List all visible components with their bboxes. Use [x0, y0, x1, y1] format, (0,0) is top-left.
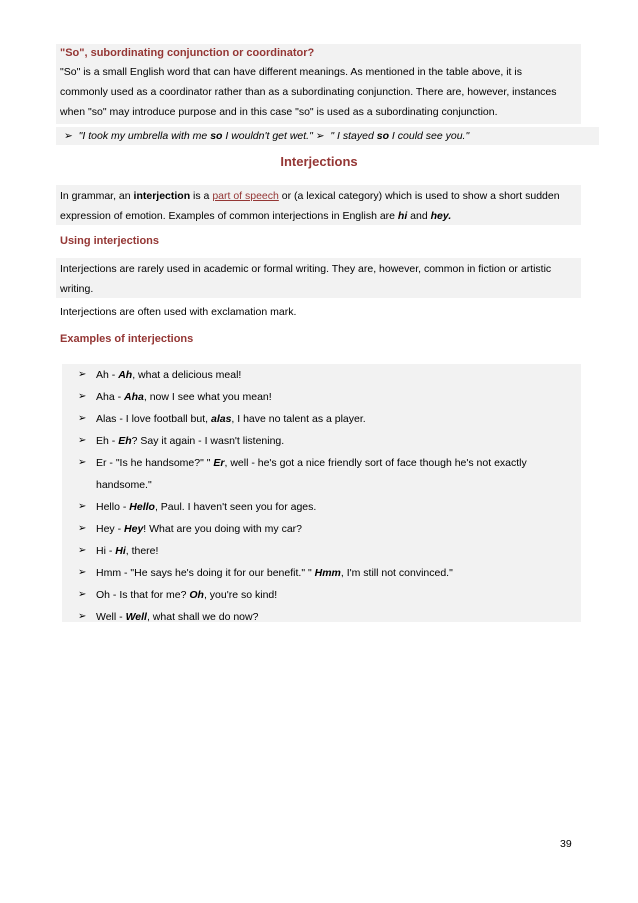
list-item: ➢ Hi - Hi, there! — [78, 540, 581, 562]
so-example-2: " I stayed so I could see you." — [330, 130, 470, 142]
using-line-1: Interjections are rarely used in academic or formal writing. They are, however, common in fiction or artistic — [60, 263, 552, 275]
arrow-bullet-icon: ➢ — [78, 523, 87, 534]
so-para-line-2: commonly used as a coordinator rather than as a subordinating conjunction. There are, however, instances — [60, 86, 557, 98]
arrow-bullet-icon: ➢ — [78, 391, 87, 402]
examples-heading: Examples of interjections — [60, 333, 194, 345]
so-section-heading: "So", subordinating conjunction or coordinator? — [60, 47, 315, 59]
list-item: ➢ Alas - I love football but, alas, I have no talent as a player. — [78, 408, 581, 430]
intro-line-1: In grammar, an interjection is a part of speech or (a lexical category) which is used to show a short sudden — [60, 190, 560, 202]
page-number: 39 — [560, 838, 572, 850]
intro-line-2: expression of emotion. Examples of common interjections in English are hi and hey. — [60, 210, 452, 222]
so-section-paragraph — [60, 62, 585, 122]
arrow-bullet-icon: ➢ — [78, 611, 87, 622]
part-of-speech-link[interactable]: part of speech — [212, 190, 279, 202]
arrow-bullet-icon: ➢ — [78, 369, 87, 380]
using-paragraph — [60, 259, 585, 299]
list-item: ➢ Oh - Is that for me? Oh, you're so kind! — [78, 584, 581, 606]
list-item: ➢ Hello - Hello, Paul. I haven't seen you for ages. — [78, 496, 581, 518]
list-item: ➢ Ah - Ah, what a delicious meal! — [78, 364, 581, 386]
arrow-bullet-icon: ➢ — [315, 130, 325, 142]
page-title: Interjections — [280, 154, 358, 169]
arrow-bullet-icon: ➢ — [78, 589, 87, 600]
list-item: ➢ Aha - Aha, now I see what you mean! — [78, 386, 581, 408]
list-item: ➢ Hey - Hey! What are you doing with my car? — [78, 518, 581, 540]
so-para-line-3: when "so" may introduce purpose and in this case "so" is used as a subordinating conjunction. — [60, 106, 498, 118]
arrow-bullet-icon: ➢ — [78, 435, 87, 446]
arrow-bullet-icon: ➢ — [78, 567, 87, 578]
arrow-bullet-icon: ➢ — [78, 501, 87, 512]
list-item: ➢ Hmm - "He says he's doing it for our benefit." " Hmm, I'm still not convinced." — [78, 562, 581, 584]
arrow-bullet-icon: ➢ — [64, 130, 73, 142]
arrow-bullet-icon: ➢ — [78, 413, 87, 424]
using-line-2: writing. — [60, 283, 94, 295]
so-examples-row — [64, 128, 469, 144]
list-item: ➢ Er - "Is he handsome?" " Er, well - he's got a nice friendly sort of face though he's not exactly — [78, 452, 581, 474]
using-line-3: Interjections are often used with exclamation mark. — [60, 306, 297, 318]
arrow-bullet-icon: ➢ — [78, 457, 87, 468]
examples-list — [78, 364, 581, 628]
using-heading: Using interjections — [60, 235, 160, 247]
list-item: ➢ Eh - Eh? Say it again - I wasn't listening. — [78, 430, 581, 452]
list-item: ➢ Well - Well, what shall we do now? — [78, 606, 581, 628]
arrow-bullet-icon: ➢ — [78, 545, 87, 556]
list-item-continuation: handsome." — [96, 479, 152, 491]
so-example-1: "I took my umbrella with me so I wouldn't get wet." — [78, 130, 313, 142]
so-para-line-1: "So" is a small English word that can have different meanings. As mentioned in the table above, it is — [60, 66, 522, 78]
intro-paragraph — [60, 186, 585, 226]
